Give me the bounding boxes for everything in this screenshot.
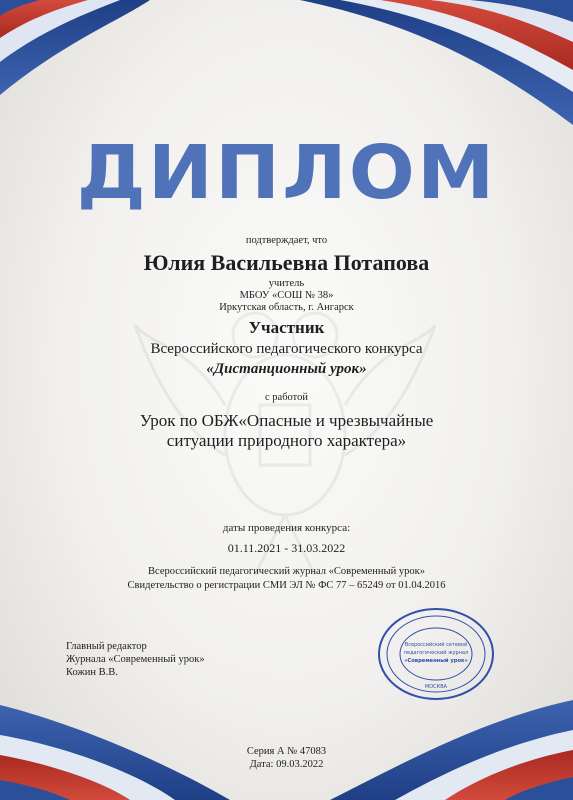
contest-line: Всероссийского педагогического конкурса [150, 341, 423, 357]
registration-line: Свидетельство о регистрации СМИ ЭЛ № ФС 77 – 65249 от 01.04.2016 [127, 580, 446, 591]
stamp-center-line3: «Современный урок» [404, 658, 468, 664]
bottom-ribbon-decoration [0, 685, 573, 800]
recipient-region: Иркутская область, г. Ангарск [219, 302, 354, 313]
dates-value: 01.11.2021 - 31.03.2022 [227, 541, 346, 555]
recipient-school: МБОУ «СОШ № 38» [239, 290, 334, 301]
editor-line2: Журнала «Современный урок» [66, 654, 205, 665]
recipient-role: учитель [268, 278, 305, 289]
stamp-center-line1: Всероссийский сетевой [404, 642, 468, 648]
participant-status: Участник [248, 318, 325, 337]
work-title-line1: Урок по ОБЖ«Опасные и чрезвычайные [139, 411, 434, 430]
journal-line: Всероссийский педагогический журнал «Современный урок» [148, 566, 425, 577]
dates-label: даты проведения конкурса: [222, 522, 351, 534]
editor-name: Кожин В.В. [66, 667, 118, 678]
diploma-title: ДИПЛОМ [76, 130, 497, 216]
issue-date: Дата: 09.03.2022 [249, 759, 324, 770]
editor-line1: Главный редактор [66, 641, 147, 652]
recipient-name: Юлия Васильевна Потапова [143, 250, 430, 275]
top-ribbon-decoration [0, 0, 573, 130]
series-number: Серия А № 47083 [246, 746, 327, 757]
with-work-label: с работой [265, 392, 308, 403]
stamp-center-line2: педагогический журнал [403, 650, 469, 656]
work-title-line2: ситуации природного характера» [166, 431, 407, 450]
stamp-city: МОСКВА [424, 684, 448, 690]
confirms-text: подтверждает, что [245, 235, 328, 246]
contest-name: «Дистанционный урок» [206, 361, 367, 377]
